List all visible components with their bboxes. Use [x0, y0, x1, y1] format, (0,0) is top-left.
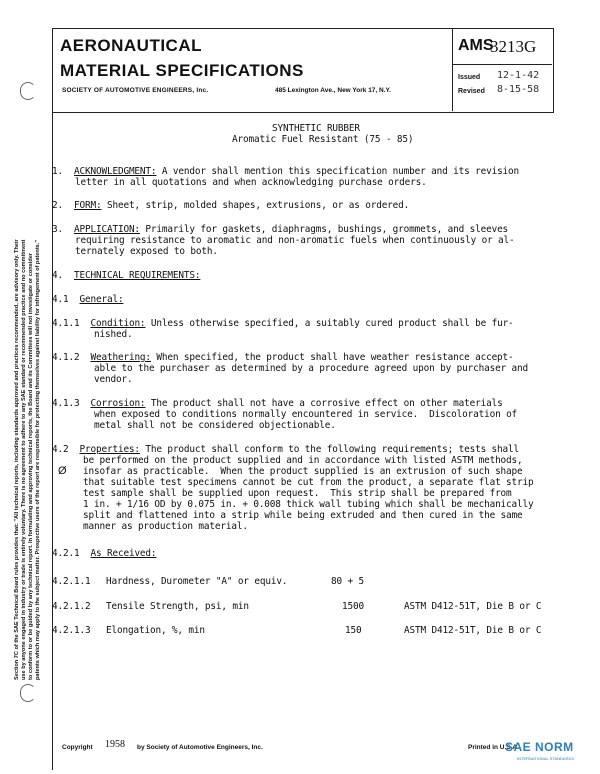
disclaimer-line-4: patents which may apply to the subject matter. Prospective users of the report are responsible for protecting themselves against liability for infringement of patents." [35, 240, 41, 680]
section-3-text: Primarily for gaskets, diaphragms, bushings, grommets, and sleeves [139, 224, 509, 235]
section-4-2-1-title: As Received: [90, 548, 157, 559]
binding-hole-bottom [20, 684, 36, 702]
revision-mark: Ø [58, 465, 67, 477]
section-4-1-1-line2: nished. [94, 329, 133, 340]
society-address: 485 Lexington Ave., New York 17, N.Y. [275, 87, 391, 94]
property-name: Elongation, %, min [106, 625, 205, 636]
header-ams-divider [452, 64, 552, 65]
society-name: SOCIETY OF AUTOMOTIVE ENGINEERS, Inc. [62, 87, 209, 94]
property-name: Hardness, Durometer "A" or equiv. [106, 576, 288, 587]
section-4-1-2-line3: vendor. [94, 374, 133, 385]
section-4-1-2-text: When specified, the product shall have weather resistance accept- [150, 352, 514, 363]
section-4-1-3-line2: when exposed to conditions normally encountered in service. Discoloration of [94, 409, 518, 420]
section-4-1-3-line3: metal shall not be considered objectionable. [94, 420, 336, 431]
section-4-1-1 [52, 318, 514, 329]
section-4-1-1-title: Condition: [90, 318, 146, 329]
section-4-1-2-number: 4.1.2 [52, 352, 80, 363]
section-4-2-line3: insofar as practicable. When the product supplied is an extrusion of such shape [83, 466, 523, 477]
disclaimer-line-2: use by anyone engaged in industry or trade is entirely voluntary. There is no agreement to adhere to any SAE standard or recommended practice and no commitment [21, 239, 27, 680]
section-4-2 [52, 444, 519, 455]
section-4-2-line5: test sample shall be supplied upon request. This strip shall be prepared from [83, 488, 512, 499]
revised-label: Revised [458, 88, 485, 95]
section-4-1 [52, 294, 123, 305]
section-4-2-line4: that suitable test specimens cannot be cut from the product, a separate flat strip [83, 477, 534, 488]
section-3-title: APPLICATION: [74, 224, 140, 235]
footer-copyright: Copyright [62, 744, 93, 751]
section-1-number: 1. [52, 166, 63, 177]
section-4-1-title: General: [79, 294, 124, 305]
section-4-1-2-title: Weathering: [90, 352, 151, 363]
section-1-text: A vendor shall mention this specification number and its revision [156, 166, 520, 177]
property-num: 4.2.1.3 [52, 625, 91, 636]
ams-label: AMS [458, 37, 494, 54]
section-4-1-3-text: The product shall not have a corrosive effect on other materials [145, 398, 503, 409]
property-value: 150 [345, 625, 362, 636]
property-method: ASTM D412-51T, Die B or C [404, 625, 542, 636]
header-title-line1: AERONAUTICAL [60, 36, 202, 55]
section-4-1-1-text: Unless otherwise specified, a suitably cured product shall be fur- [145, 318, 514, 329]
section-4 [52, 270, 200, 281]
section-1-title: ACKNOWLEDGMENT: [74, 166, 157, 177]
section-4-2-line8: manner as production material. [83, 521, 248, 532]
section-4-2-1 [52, 548, 156, 559]
section-4-1-number: 4.1 [52, 294, 69, 305]
section-4-2-text: The product shall conform to the following requirements; tests shall [139, 444, 520, 455]
watermark-logo-sub: INTERNATIONAL STANDARDS [517, 756, 575, 761]
section-4-2-line7: split and flattened into a strip while being extruded and then cured in the same [83, 510, 523, 521]
section-3-number: 3. [52, 224, 63, 235]
doc-title: SYNTHETIC RUBBER [272, 123, 360, 134]
section-3-line3: ternately exposed to both. [75, 246, 218, 257]
section-3-line2: requiring resistance to aromatic and non-aromatic fuels when continuously or al- [75, 235, 515, 246]
property-num: 4.2.1.2 [52, 601, 91, 612]
section-1-line2: letter in all quotations and when acknowledging purchase orders. [75, 177, 427, 188]
section-2-number: 2. [52, 200, 63, 211]
section-4-1-3 [52, 398, 503, 409]
issued-date: 12-1-42 [497, 70, 540, 81]
binding-hole-top [20, 82, 36, 100]
property-num: 4.2.1.1 [52, 576, 91, 587]
section-2 [52, 200, 409, 211]
section-4-number: 4. [52, 270, 63, 281]
property-value: 1500 [342, 601, 364, 612]
section-4-2-1-number: 4.2.1 [52, 548, 80, 559]
issued-label: Issued [458, 74, 481, 81]
ams-number: 3213G [490, 37, 537, 56]
header-divider [452, 28, 453, 111]
doc-subtitle: Aromatic Fuel Resistant (75 - 85) [232, 134, 414, 145]
footer-year: 1958 [105, 739, 125, 750]
section-4-1-2 [52, 352, 514, 363]
revised-date: 8-15-58 [497, 84, 540, 95]
section-1 [52, 166, 519, 177]
section-4-1-3-title: Corrosion: [90, 398, 146, 409]
section-4-2-number: 4.2 [52, 444, 69, 455]
property-method: ASTM D412-51T, Die B or C [404, 601, 542, 612]
property-value: 80 + 5 [331, 576, 364, 587]
section-4-2-line6: 1 in. + 1/16 OD by 0.075 in. + 0.008 thick wall tubing which shall be mechanically [83, 499, 534, 510]
section-4-1-2-line2: able to the purchaser as determined by a procedure agreed upon by purchaser and [94, 363, 529, 374]
section-2-text: Sheet, strip, molded shapes, extrusions, or as ordered. [101, 200, 410, 211]
footer-by: by Society of Automotive Engineers, Inc. [137, 744, 263, 751]
section-4-2-title: Properties: [79, 444, 140, 455]
header-title-line2: MATERIAL SPECIFICATIONS [60, 61, 304, 80]
section-2-title: FORM: [74, 200, 102, 211]
section-4-2-line2: be performed on the product supplied and in accordance with listed ASTM methods, [83, 455, 523, 466]
section-3 [52, 224, 508, 235]
property-name: Tensile Strength, psi, min [106, 601, 249, 612]
section-4-title: TECHNICAL REQUIREMENTS: [74, 270, 201, 281]
disclaimer-line-3: to conform to or be guided by any technical report. In formulating and approving technical reports, the Board and its Committees will not investigate or consider [28, 252, 34, 680]
footer-printed: Printed in U.S.A. [468, 744, 519, 751]
section-4-1-3-number: 4.1.3 [52, 398, 80, 409]
watermark-logo: SAE NORM [505, 740, 574, 754]
disclaimer-line-1: Section 7C of the SAE Technical Board rules provides that: "All technical reports, including standards approved and practices recommended, are advisory only. Their [14, 239, 20, 680]
section-4-1-1-number: 4.1.1 [52, 318, 80, 329]
